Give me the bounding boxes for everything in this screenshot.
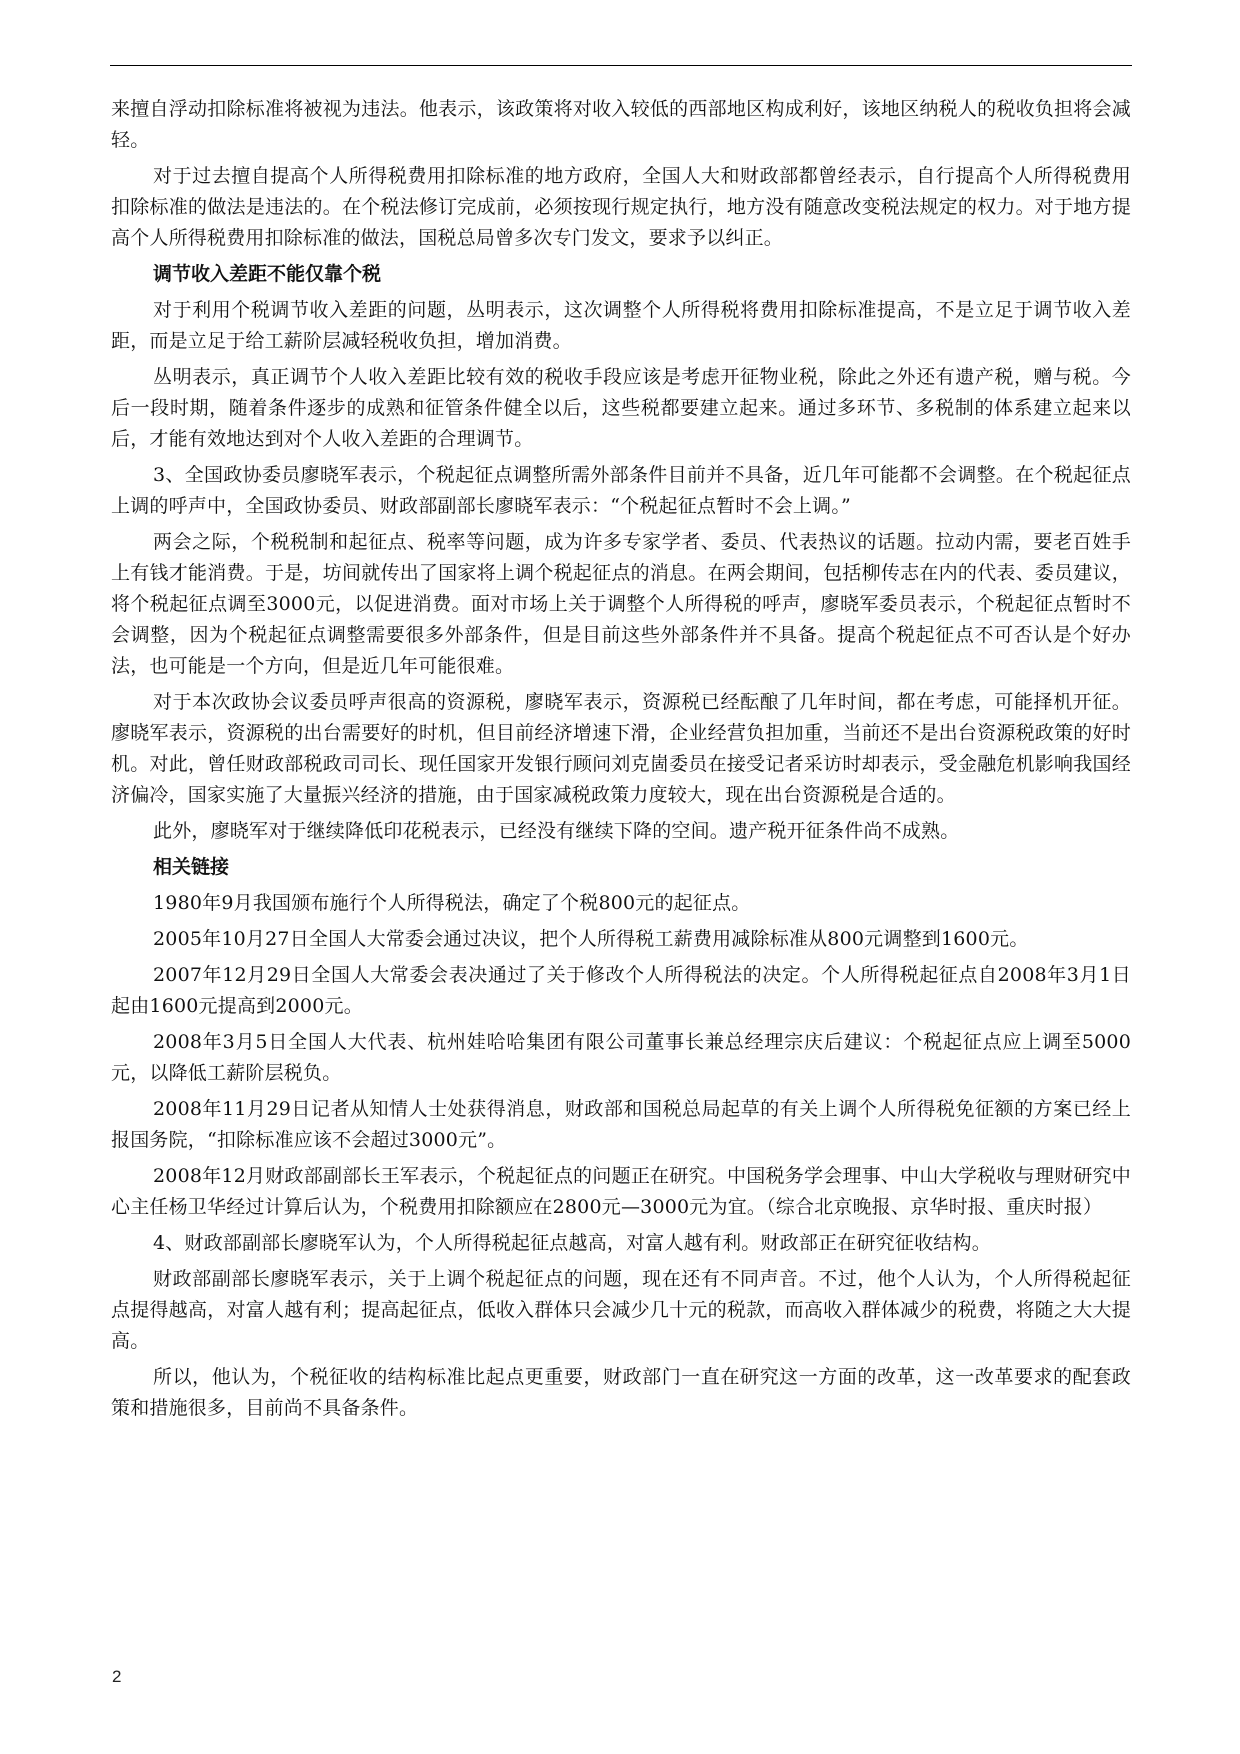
paragraph-item-3: 3、全国政协委员廖晓军表示，个税起征点调整所需外部条件目前并不具备，近几年可能都不会调整。在个税起征点上调的呼声中，全国政协委员、财政部副部长廖晓军表示：“个税起征点暂时不会上调。” [111,464,1131,517]
paragraph-2008-november: 2008年11月29日记者从知情人士处获得消息，财政部和国税总局起草的有关上调个人所得税免征额的方案已经上报国务院，“扣除标准应该不会超过3000元”。 [111,1098,1131,1151]
paragraph-2007: 2007年12月29日全国人大常委会表决通过了关于修改个人所得税法的决定。个人所得税起征点自2008年3月1日起由1600元提高到2000元。 [111,964,1131,1017]
paragraph-resource-tax: 对于本次政协会议委员呼声很高的资源税，廖晓军表示，资源税已经酝酿了几年时间，都在考虑，可能择机开征。廖晓军表示，资源税的出台需要好的时机，但目前经济增速下滑，企业经营负担加重，当前还不是出台资源税政策的好时机。对此，曾任财政部税政司司长、现任国家开发银行顾问刘克崮委员在接受记者采访时却表示，受金融危机影响我国经济偏冷，国家实施了大量振兴经济的措施，由于国家减税政策力度较大，现在出台资源税是合适的。 [111,691,1131,806]
paragraph-2008-march: 2008年3月5日全国人大代表、杭州娃哈哈集团有限公司董事长兼总经理宗庆后建议：个税起征点应上调至5000元，以降低工薪阶层税负。 [111,1031,1131,1084]
paragraph-conclusion: 所以，他认为，个税征收的结构标准比起点更重要，财政部门一直在研究这一方面的改革，这一改革要求的配套政策和措施很多，目前尚不具备条件。 [111,1366,1131,1419]
paragraph-two-sessions: 两会之际，个税税制和起征点、税率等问题，成为许多专家学者、委员、代表热议的话题。拉动内需，要老百姓手上有钱才能消费。于是，坊间就传出了国家将上调个税起征点的消息。在两会期间，包括柳传志在内的代表、委员建议，将个税起征点调至3000元，以促进消费。面对市场上关于调整个人所得税的呼声，廖晓军委员表示，个税起征点暂时不会调整，因为个税起征点调整需要很多外部条件，但是目前这些外部条件并不具备。提高个税起征点不可否认是个好办法，也可能是一个方向，但是近几年可能很难。 [111,531,1131,677]
paragraph-item-4: 4、财政部副部长廖晓军认为，个人所得税起征点越高，对富人越有利。财政部正在研究征收结构。 [153,1232,991,1254]
article-body [111,94,1131,1429]
header-rule [110,65,1132,66]
paragraph-income-gap: 对于利用个税调节收入差距的问题，丛明表示，这次调整个人所得税将费用扣除标准提高，不是立足于调节收入差距，而是立足于给工薪阶层减轻税收负担，增加消费。 [111,299,1131,352]
paragraph-1980: 1980年9月我国颁布施行个人所得税法，确定了个税800元的起征点。 [153,892,751,914]
paragraph-property-tax: 丛明表示，真正调节个人收入差距比较有效的税收手段应该是考虑开征物业税，除此之外还有遗产税，赠与税。今后一段时期，随着条件逐步的成熟和征管条件健全以后，这些税都要建立起来。通过多环节、多税制的体系建立起来以后，才能有效地达到对个人收入差距的合理调节。 [111,366,1131,450]
paragraph-continued: 来擅自浮动扣除标准将被视为违法。他表示，该政策将对收入较低的西部地区构成利好，该地区纳税人的税收负担将会减轻。 [111,98,1131,151]
paragraph-stamp-duty: 此外，廖晓军对于继续降低印花税表示，已经没有继续下降的空间。遗产税开征条件尚不成熟。 [153,820,960,842]
paragraph-2005: 2005年10月27日全国人大常委会通过决议，把个人所得税工薪费用减除标准从800元调整到1600元。 [153,928,1029,950]
paragraph-rich-benefit: 财政部副部长廖晓军表示，关于上调个税起征点的问题，现在还有不同声音。不过，他个人认为，个人所得税起征点提得越高，对富人越有利；提高起征点，低收入群体只会减少几十元的税款，而高收入群体减少的税费，将随之大大提高。 [111,1268,1131,1352]
section-heading-related-links: 相关链接 [153,856,230,878]
paragraph-2008-december: 2008年12月财政部副部长王军表示，个税起征点的问题正在研究。中国税务学会理事、中山大学税收与理财研究中心主任杨卫华经过计算后认为，个税费用扣除额应在2800元—3000元为宜。（综合北京晚报、京华时报、重庆时报） [111,1165,1131,1218]
page-number: 2 [112,1667,122,1686]
section-heading-income-gap: 调节收入差距不能仅靠个税 [153,263,382,285]
paragraph-local-government: 对于过去擅自提高个人所得税费用扣除标准的地方政府，全国人大和财政部都曾经表示，自行提高个人所得税费用扣除标准的做法是违法的。在个税法修订完成前，必须按现行规定执行，地方没有随意改变税法规定的权力。对于地方提高个人所得税费用扣除标准的做法，国税总局曾多次专门发文，要求予以纠正。 [111,165,1131,249]
